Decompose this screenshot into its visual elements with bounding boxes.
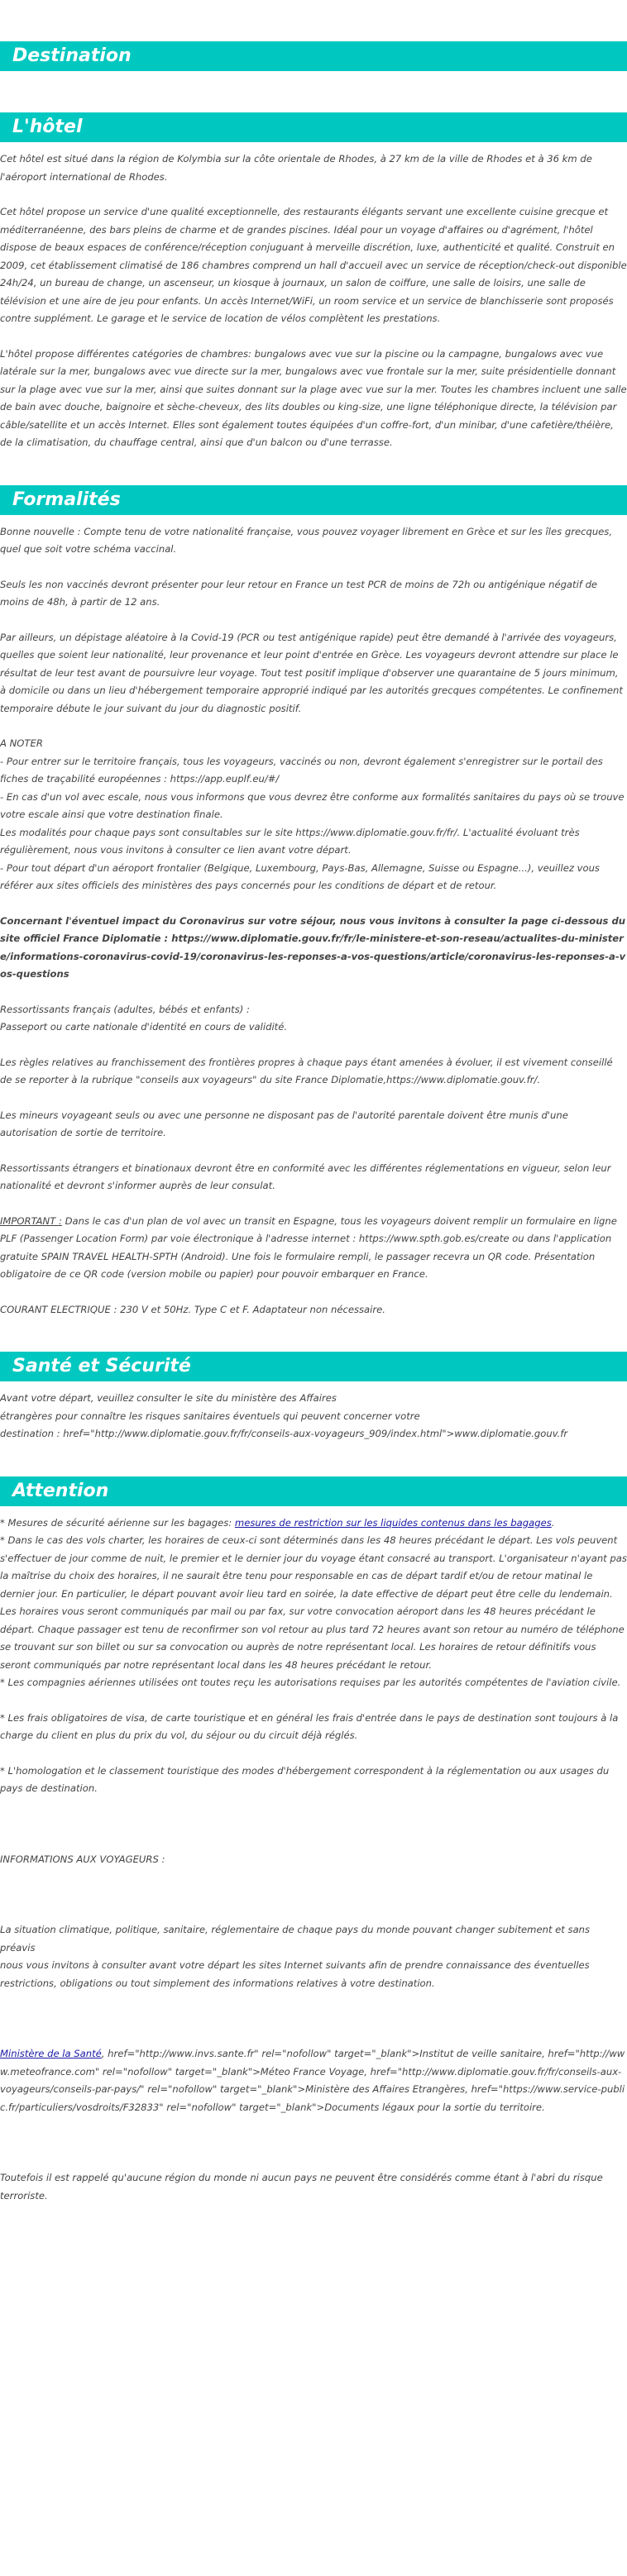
attention-homologation: * L'homologation et le classement touristique des modes d'hébergement correspondent à la réglementation ou aux usages du pays de destination. (0, 1764, 610, 1794)
section-header-sante: Santé et Sécurité (0, 1352, 627, 1381)
section-header-formalites: Formalités (0, 485, 627, 515)
formalites-etrangers: Ressortissants étrangers et binationaux devront être en conformité avec les différentes réglementations en vigueur, selon leur nationalité et devront s'informer auprès de leur consulat. (0, 1162, 611, 1191)
formalites-noter-4: - Pour tout départ d'un aéroport frontalier (Belgique, Luxembourg, Pays-Bas, Allemagne, Suisse ou Espagne...), veuillez vous référer aux sites officiels des ministères des pays concernés pour les conditions de départ et de retour. (0, 861, 600, 891)
formalites-noter-3: Les modalités pour chaque pays sont consultables sur le site https://www.diplomatie.gouv.fr/fr/. L'actualité évoluant très régulièrement, nous vous invitons à consulter ce lien avant votre départ. (0, 826, 580, 856)
mesures-suffix: . (551, 1516, 555, 1529)
ministere-sante-link[interactable]: Ministère de la Santé (0, 2048, 102, 2059)
formalites-content (0, 515, 627, 1319)
sante-content (0, 1381, 627, 1443)
formalites-coronavirus-notice: Concernant l'éventuel impact du Coronavirus sur votre séjour, nous vous invitons à consulter la page ci-dessous du site officiel France Diplomatie : https://www.diplomatie.gouv.fr/fr/le-ministere-et-son-reseau/actualites-du-ministere/informations-coronavirus-covid-19/coronavirus-les-reponses-a-vos-questions/article/coronavirus-les-reponses-a-vos-questions (0, 914, 626, 980)
ministere-rest: , href="http://www.invs.sante.fr" rel="nofollow" target="_blank">Institut de veille sanitaire, href="http://www.meteofrance.com" rel="nofollow" target="_blank">Méteo France Voyage, href="http://www.diplomatie.gouv.fr/fr/conseils-aux-voyageurs/conseils-par-pays/" rel="nofollow" target="_blank">Ministère des Affaires Etrangères, href="https://www.service-public.fr/particuliers/vosdroits/F32833" rel="nofollow" target="_blank">Documents légaux pour la sortie du territoire. (0, 2048, 625, 2113)
attention-frais: * Les frais obligatoires de visa, de carte touristique et en général les frais d'entrée dans le pays de destination sont toujours à la charge du client en plus du prix du vol, du séjour ou du circuit déjà réglés. (0, 1711, 619, 1741)
formalites-test-requirement: Seuls les non vaccinés devront présenter pour leur retour en France un test PCR de moins de 72h ou antigénique négatif de moins de 48h, à partir de 12 ans. (0, 578, 598, 608)
section-header-hotel: L'hôtel (0, 112, 627, 142)
attention-ministere (0, 2045, 627, 2116)
section-header-destination: Destination (0, 41, 627, 71)
attention-toutefois: Toutefois il est rappelé qu'aucune région du monde ni aucun pays ne peuvent être considérés comme étant à l'abri du risque terroriste. (0, 2172, 603, 2202)
formalites-mineurs: Les mineurs voyageant seuls ou avec une personne ne disposant pas de l'autorité parentale doivent être munis d'une autorisation de sortie de territoire. (0, 1109, 568, 1138)
attention-situation-2: nous vous invitons à consulter avant votre départ les sites Internet suivants afin de prendre connaissance des éventuelles restrictions, obligations ou tout simplement des informations relatives à votre destination. (0, 1959, 590, 1989)
attention-compagnies: * Les compagnies aériennes utilisées ont toutes reçu les autorisations requises par les autorités compétentes de l'aviation civile. (0, 1677, 621, 1688)
attention-info-title: INFORMATIONS AUX VOYAGEURS : (0, 1853, 165, 1865)
sante-line-3: destination : href="http://www.diplomatie.gouv.fr/fr/conseils-aux-voyageurs_909/index.html">www.diplomatie.gouv.fr (0, 1428, 568, 1439)
attention-mesures (0, 1515, 627, 1533)
formalites-regles: Les règles relatives au franchissement des frontières propres à chaque pays étant amenées à évoluer, il est vivement conseillé de se reporter à la rubrique "conseils aux voyageurs" du site France Diplomatie,https://www.diplomatie.gouv.fr/. (0, 1056, 613, 1085)
formalites-important (0, 1213, 627, 1284)
attention-charter: * Dans le cas des vols charter, les horaires de ceux-ci sont déterminés dans les 48 heures précédant le départ. Les vols peuvent s'effectuer de jour comme de nuit, le premier et le dernier jour du voyage étant consacré au transport. L'organisateur n'ayant pas la maîtrise du choix des horaires, il ne saurait être tenu pour responsable en cas de départ tardif et/ou de retour matinal le dernier jour. En particulier, le départ pouvant avoir lieu tard en soirée, la date effective de départ peut être celle du lendemain. Les horaires vous seront communiqués par mail ou par fax, sur votre convocation aéroport dans les 48 heures précédant le départ. Chaque passager est tenu de reconfirmer son vol retour au plus tard 72 heures avant son retour au numéro de téléphone se trouvant sur son billet ou sur sa convocation ou auprès de notre représentant local. Les horaires de retour définitifs vous seront communiqués par notre représentant local dans les 48 heures précédant le retour. (0, 1534, 627, 1671)
formalites-ressortissants-doc: Passeport ou carte nationale d'identité en cours de validité. (0, 1021, 288, 1033)
hotel-content (0, 142, 627, 452)
sante-line-2: étrangères pour connaître les risques sanitaires éventuels qui peuvent concerner votre (0, 1410, 420, 1422)
hotel-rooms-text: L'hôtel propose différentes catégories de chambres: bungalows avec vue sur la piscine ou la campagne, bungalows avec vue latérale sur la mer, bungalows avec vue directe sur la mer, bungalows avec vue frontale sur la mer, suite présidentielle donnant sur la plage avec vue sur la mer, ainsi que suites donnant sur la plage avec vue sur la mer. Toutes les chambres incluent une salle de bain avec douche, baignoire et sèche-cheveux, des lits doubles ou king-size, une ligne téléphonique directe, la télévision par câble/satellite et un accès Internet. Elles sont également toutes équipées d'un coffre-fort, d'un minibar, d'une cafetière/théière, de la climatisation, du chauffage central, ainsi que d'un balcon ou d'une terrasse. (0, 347, 627, 448)
attention-content (0, 1506, 627, 2206)
important-text: Dans le cas d'un plan de vol avec un transit en Espagne, tous les voyageurs doivent remplir un formulaire en ligne PLF (Passenger Location Form) par voie électronique à l'adresse internet : https://www.spth.gob.es/create ou dans l'application gratuite SPAIN TRAVEL HEALTH-SPTH (Android). Une fois le formulaire rempli, le passager recevra un QR code. Présentation obligatoire de ce QR code (version mobile ou papier) pour pouvoir embarquer en France. (0, 1214, 617, 1280)
formalites-noter-title: A NOTER (0, 737, 43, 749)
formalites-courant: COURANT ELECTRIQUE : 230 V et 50Hz. Type C et F. Adaptateur non nécessaire. (0, 1303, 385, 1315)
formalites-noter-2: - En cas d'un vol avec escale, nous vous informons que vous devrez être conforme aux formalités sanitaires du pays où se trouve votre escale ainsi que votre destination finale. (0, 790, 625, 820)
hotel-services-text: Cet hôtel propose un service d'une qualité exceptionnelle, des restaurants élégants servant une excellente cuisine grecque et méditerranéenne, des bars pleins de charme et de grandes piscines. Idéal pour un voyage d'affaires ou d'agrément, l'hôtel dispose de beaux espaces de conférence/réception conjuguant à merveille discrétion, luxe, authenticité et qualité. Construit en 2009, cet établissement climatisé de 186 chambres comprend un hall d'accueil avec un service de réception/check-out disponible 24h/24, un bureau de change, un ascenseur, un kiosque à journaux, un salon de coiffure, une salle de loisirs, une salle de télévision et une aire de jeu pour enfants. Un accès Internet/WiFi, un room service et un service de blanchisserie sont proposés contre supplément. Le garage et le service de location de vélos complètent les prestations. (0, 206, 627, 324)
hotel-location-text: Cet hôtel est situé dans la région de Kolymbia sur la côte orientale de Rhodes, à 27 km de la ville de Rhodes et à 36 km de l'aéroport international de Rhodes. (0, 153, 592, 183)
mesures-prefix: * Mesures de sécurité aérienne sur les bagages: (0, 1516, 235, 1529)
important-label: IMPORTANT : (0, 1214, 62, 1227)
sante-line-1: Avant votre départ, veuillez consulter le site du ministère des Affaires (0, 1392, 337, 1404)
formalites-ressortissants-title: Ressortissants français (adultes, bébés et enfants) : (0, 1003, 250, 1015)
formalites-good-news: Bonne nouvelle : Compte tenu de votre nationalité française, vous pouvez voyager librement en Grèce et sur les îles grecques, quel que soit votre schéma vaccinal. (0, 525, 613, 555)
section-header-attention: Attention (0, 1476, 627, 1506)
mesures-restriction-link[interactable]: mesures de restriction sur les liquides contenus dans les bagages (234, 1516, 552, 1529)
formalites-noter-1: - Pour entrer sur le territoire français, tous les voyageurs, vaccinés ou non, devront également s'enregistrer sur le portail des fiches de traçabilité européennes : https://app.euplf.eu/#/ (0, 755, 603, 785)
attention-situation-1: La situation climatique, politique, sanitaire, réglementaire de chaque pays du monde pouvant changer subitement et sans préavis (0, 1924, 591, 1953)
formalites-covid-screening: Par ailleurs, un dépistage aléatoire à la Covid-19 (PCR ou test antigénique rapide) peut être demandé à l'arrivée des voyageurs, quelles que soient leur nationalité, leur provenance et leur point d'entrée en Grèce. Les voyageurs devront attendre sur place le résultat de leur test avant de poursuivre leur voyage. Tout test positif implique d'observer une quarantaine de 5 jours minimum, à domicile ou dans un lieu d'hébergement temporaire approprié indiqué par les autorités grecques compétentes. Le confinement temporaire débute le jour suivant du jour du diagnostic positif. (0, 631, 623, 714)
